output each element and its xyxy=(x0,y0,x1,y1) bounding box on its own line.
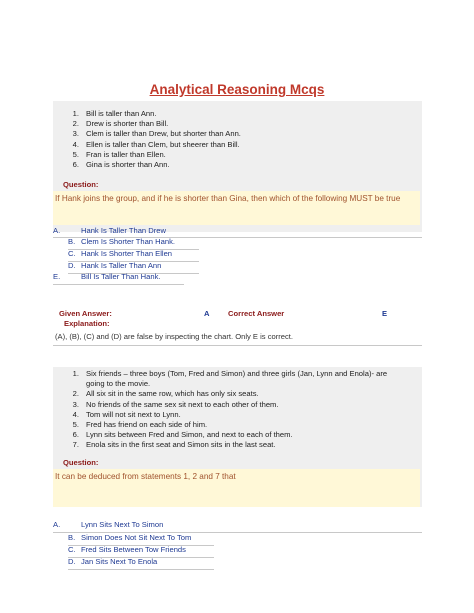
statement-item: 5. Fran is taller than Ellen. xyxy=(72,149,166,159)
statement-item: going to the movie. xyxy=(86,379,151,389)
option-letter: E. xyxy=(53,272,61,281)
statement-item: 3. No friends of the same sex sit next to each other of them. xyxy=(72,399,279,409)
option-text: Jan Sits Next To Enola xyxy=(81,557,158,566)
statement-item: 2. All six sit in the same row, which has only six seats. xyxy=(72,389,259,399)
statement-item: 6. Lynn sits between Fred and Simon, and next to each of them. xyxy=(72,430,293,440)
option-letter: B. xyxy=(68,237,76,246)
option-letter: D. xyxy=(68,557,76,566)
given-answer-value: A xyxy=(204,309,210,318)
question-text-2: It can be deduced from statements 1, 2 and 7 that xyxy=(53,469,420,507)
statement-item: 7. Enola sits in the first seat and Simon sits in the last seat. xyxy=(72,440,276,450)
correct-answer-value: E xyxy=(382,309,388,318)
option-d-2[interactable] xyxy=(68,557,214,570)
option-letter: D. xyxy=(68,261,76,270)
option-text: Fred Sits Between Tow Friends xyxy=(81,545,186,554)
statement-item: 1. Bill is taller than Ann. xyxy=(72,109,157,118)
statement-item: 3. Clem is taller than Drew, but shorter than Ann. xyxy=(72,129,241,139)
statement-item: 6. Gina is shorter than Ann. xyxy=(72,160,170,170)
option-text: Simon Does Not Sit Next To Tom xyxy=(81,533,192,542)
question-label-1: Question: xyxy=(63,180,99,189)
statement-item: 4. Tom will not sit next to Lynn. xyxy=(72,409,181,419)
explanation-label: Explanation: xyxy=(64,319,110,328)
question-label-2: Question: xyxy=(63,458,99,467)
statement-item: 5. Fred has friend on each side of him. xyxy=(72,420,208,430)
option-text: Bill Is Taller Than Hank. xyxy=(81,272,161,281)
option-text: Clem Is Shorter Than Hank. xyxy=(81,237,175,246)
statement-list-2 xyxy=(67,369,387,451)
page-title: Analytical Reasoning Mcqs xyxy=(149,82,325,97)
option-letter: B. xyxy=(68,533,76,542)
option-a-2[interactable] xyxy=(53,520,422,533)
statement-item: 4. Ellen is taller than Clem, but sheerer than Bill. xyxy=(72,139,240,149)
statement-item: 1. Six friends – three boys (Tom, Fred and Simon) and three girls (Jan, Lynn and Enola)- are xyxy=(72,369,388,378)
option-text: Hank Is Taller Than Drew xyxy=(81,226,166,235)
given-answer-label: Given Answer: xyxy=(59,309,112,318)
option-letter: A. xyxy=(53,520,61,529)
option-e-1[interactable] xyxy=(53,272,184,285)
option-letter: C. xyxy=(68,249,76,258)
option-letter: C. xyxy=(68,545,76,554)
option-text: Lynn Sits Next To Simon xyxy=(81,520,164,529)
option-letter: A. xyxy=(53,226,61,235)
statement-item: 2. Drew is shorter than Bill. xyxy=(72,119,169,129)
correct-answer-label: Correct Answer xyxy=(228,309,285,318)
option-text: Hank Is Shorter Than Ellen xyxy=(81,249,173,258)
explanation-text: (A), (B), (C) and (D) are false by inspecting the chart. Only E is correct. xyxy=(55,332,294,341)
option-text: Hank Is Taller Than Ann xyxy=(81,261,162,270)
divider xyxy=(53,345,422,346)
question-text-1: If Hank joins the group, and if he is shorter than Gina, then which of the following MUST be true xyxy=(53,191,420,225)
statement-list-1 xyxy=(67,109,241,170)
